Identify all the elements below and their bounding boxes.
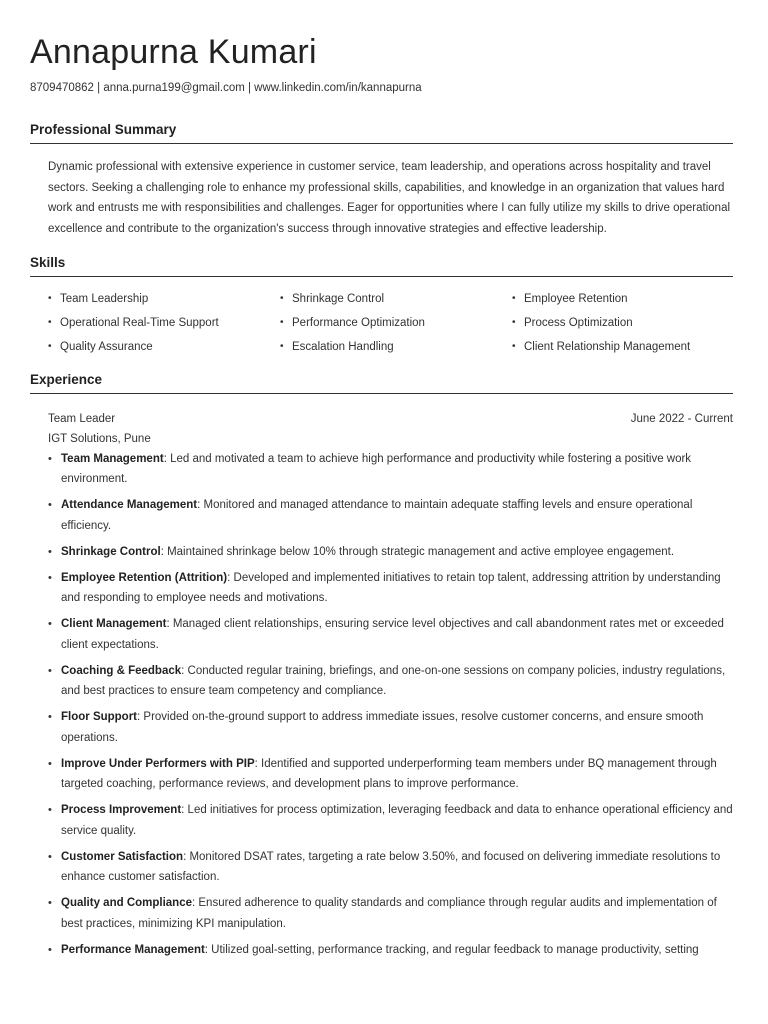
bullet-text: : Identified and supported underperforming team members under BQ management through targeted coaching, performance reviews, and development plans to improve performance. xyxy=(61,757,717,791)
skill-item: • Process Optimization xyxy=(512,314,744,333)
bullet-text: : Utilized goal-setting, performance tracking, and regular feedback to manage productivity, setting xyxy=(204,943,699,956)
job-entry xyxy=(30,409,733,960)
skill-item: • Performance Optimization xyxy=(280,314,512,333)
bullet-text: : Led and motivated a team to achieve high performance and productivity while fostering a positive work environment. xyxy=(61,452,692,486)
job-bullets xyxy=(30,449,733,960)
bullet-text: : Monitored and managed attendance to maintain adequate staffing levels and ensure operational efficiency. xyxy=(61,499,693,532)
bullet-text: : Provided on-the-ground support to address immediate issues, resolve customer concerns, and ensure smooth operations. xyxy=(61,711,704,744)
bullet-label: Improve Under Performers with PIP xyxy=(61,757,255,770)
job-bullet xyxy=(48,893,733,934)
job-bullet xyxy=(48,754,733,795)
job-bullet xyxy=(48,940,733,961)
job-bullet xyxy=(48,800,733,841)
job-bullet xyxy=(48,847,733,888)
job-role: Team Leader xyxy=(48,412,116,425)
bullet-label: Employee Retention (Attrition) xyxy=(61,571,228,584)
skill-item: • Employee Retention xyxy=(512,290,744,309)
candidate-name: Annapurna Kumari xyxy=(30,33,317,71)
bullet-label: Customer Satisfaction xyxy=(61,850,184,863)
section-title-summary: Professional Summary xyxy=(30,122,733,144)
bullet-text: : Monitored DSAT rates, targeting a rate below 3.50%, and focused on delivering immediate resolutions to enhance customer satisfaction. xyxy=(61,850,721,884)
bullet-label: Process Improvement xyxy=(61,804,182,817)
bullet-text: : Managed client relationships, ensuring service level objectives and call abandonment rates met or exceeded client expectations. xyxy=(61,618,724,651)
bullet-text: : Led initiatives for process optimization, leveraging feedback and data to enhance operational efficiency and service quality. xyxy=(61,804,733,837)
section-title-experience: Experience xyxy=(30,372,733,394)
job-bullet xyxy=(48,495,733,536)
skill-item: • Shrinkage Control xyxy=(280,290,512,309)
contact-line: 8709470862 | anna.purna199@gmail.com | www.linkedin.com/in/kannapurna xyxy=(30,82,422,94)
bullet-label: Quality and Compliance xyxy=(61,897,192,910)
job-bullet xyxy=(48,568,733,609)
bullet-text: : Developed and implemented initiatives to retain top talent, addressing attrition by understanding and responding to employee needs and motivations. xyxy=(61,571,721,605)
bullet-label: Coaching & Feedback xyxy=(61,664,182,677)
skills-grid xyxy=(30,290,733,357)
job-header xyxy=(30,409,733,429)
job-bullet xyxy=(48,661,733,702)
bullet-text: : Ensured adherence to quality standards and compliance through regular audits and implementation of best practices, minimizing KPI manipulation. xyxy=(61,897,717,930)
skill-item: • Quality Assurance xyxy=(48,338,280,357)
job-bullet xyxy=(48,614,733,655)
job-company: IGT Solutions, Pune xyxy=(48,432,151,445)
bullet-label: Client Management xyxy=(61,618,167,631)
job-bullet xyxy=(48,449,733,490)
bullet-label: Shrinkage Control xyxy=(61,545,161,558)
bullet-text: : Conducted regular training, briefings, and one-on-one sessions on company policies, industry regulations, and best practices to ensure team competency and compliance. xyxy=(61,664,726,698)
skill-item: • Team Leadership xyxy=(48,290,280,309)
job-bullet xyxy=(48,707,733,748)
skill-item: • Escalation Handling xyxy=(280,338,512,357)
summary-text: Dynamic professional with extensive experience in customer service, team leadership, and operations across hospitality and travel sectors. Seeking a challenging role to enhance my professional skills, capabilities, and knowledge in an organization that values hard work and entrusts me with responsibilities and challenges. Eager for opportunities where I can fully utilize my skills to drive operational excellence and contribute to the organization's success through innovative strategies and effective leadership. xyxy=(48,161,731,236)
section-title-skills: Skills xyxy=(30,255,733,277)
bullet-label: Team Management xyxy=(61,452,164,465)
skill-item: • Operational Real-Time Support xyxy=(48,314,280,333)
bullet-label: Attendance Management xyxy=(61,499,198,512)
bullet-label: Floor Support xyxy=(61,711,138,724)
job-bullet xyxy=(48,542,733,563)
bullet-label: Performance Management xyxy=(61,943,205,956)
job-dates: June 2022 - Current xyxy=(630,412,733,425)
skill-item: • Client Relationship Management xyxy=(512,338,744,357)
bullet-text: : Maintained shrinkage below 10% through strategic management and active employee engagement. xyxy=(160,545,675,558)
